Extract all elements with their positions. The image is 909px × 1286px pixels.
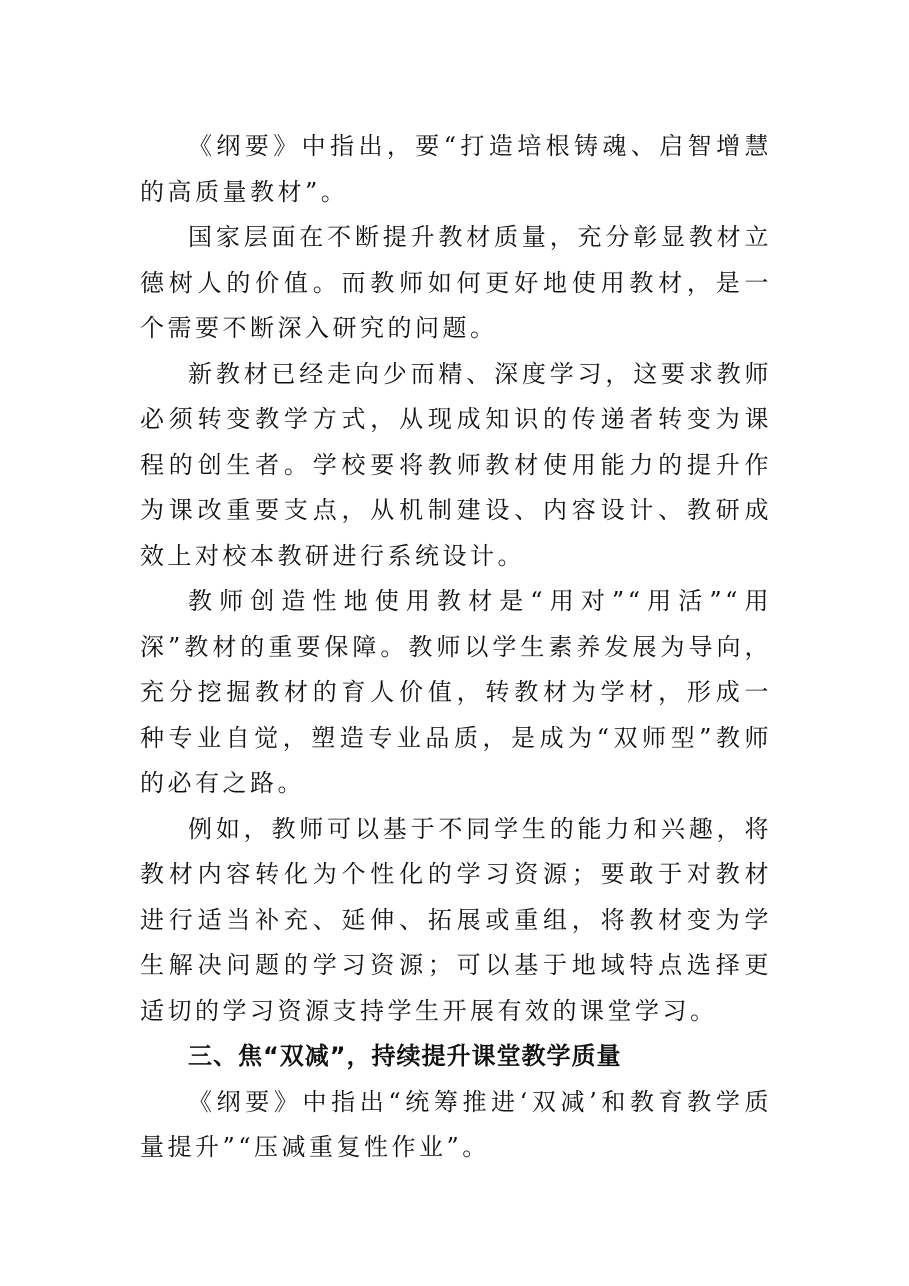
section-heading: 三、焦“双减”，持续提升课堂教学质量: [188, 1042, 622, 1070]
paragraph-examples: 例如，教师可以基于不同学生的能力和兴趣，将教材内容转化为个性化的学习资源；要敢于对教材进行适当补充、延伸、拓展或重组，将教材变为学生解决问题的学习资源；可以基于地域特点选择更适切的学习资源支持学生开展有效的课堂学习。: [140, 814, 772, 1025]
paragraph-new-textbooks: 新教材已经走向少而精、深度学习，这要求教师必须转变教学方式，从现成知识的传递者转变为课程的创生者。学校要将教师教材使用能力的提升作为课改重要支点，从机制建设、内容设计、教研成效上对校本教研进行系统设计。: [140, 359, 772, 570]
paragraph-national-level: 国家层面在不断提升教材质量，充分彰显教材立德树人的价值。而教师如何更好地使用教材，是一个需要不断深入研究的问题。: [140, 223, 772, 342]
paragraph-outline-quote: 《纲要》中指出，要“打造培根铸魂、启智增慧的高质量教材”。: [140, 132, 772, 206]
paragraph-double-reduction: 《纲要》中指出“统筹推进‘双减’和教育教学质量提升”“压减重复性作业”。: [140, 1087, 772, 1161]
paragraph-creative-use: 教师创造性地使用教材是“用对”“用活”“用深”教材的重要保障。教师以学生素养发展为导向，充分挖掘教材的育人价值，转教材为学材，形成一种专业自觉，塑造专业品质，是成为“双师型”教师的必有之路。: [140, 587, 772, 797]
document-body: [140, 124, 772, 1171]
